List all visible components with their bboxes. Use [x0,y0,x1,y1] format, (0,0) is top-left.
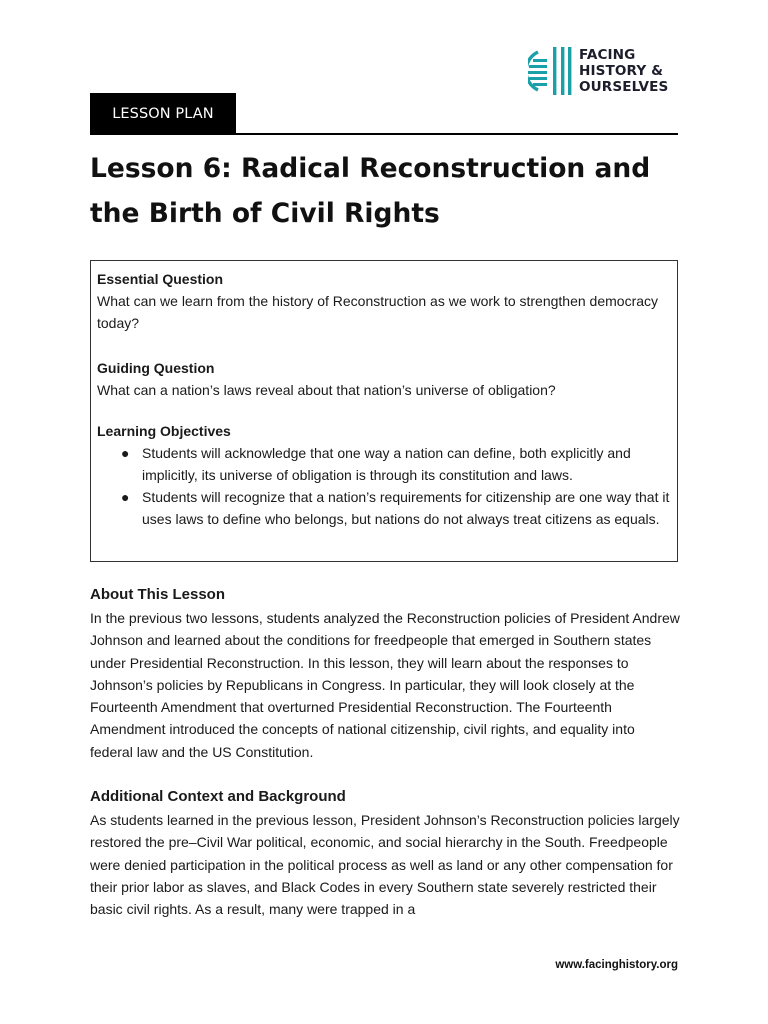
list-item [97,442,671,486]
logo-wordmark [579,47,668,95]
essential-question-text: What can we learn from the history of Reconstruction as we work to strengthen democracy today? [97,293,659,331]
context-text: As students learned in the previous lesson, President Johnson’s Reconstruction policies largely restored the pre–Civil War political, economic, and social hierarchy in the South. Freedpeople were denied participation in the political process as well as land or any other compensation for their prior labor as slaves, and Black Codes in every Southern state severely restricted their basic civil rights. As a result, many were trapped in a [90,812,680,918]
logo-line-3: OURSELVES [579,79,669,95]
questions-box [90,260,678,562]
context-heading: Additional Context and Background [90,788,346,805]
objective-text: Students will recognize that a nation’s requirements for citizenship are one way that it uses laws to define who belongs, but nations do not always treat citizens as equals. [142,489,670,527]
essential-question-heading: Essential Question [97,271,224,287]
page-title: Lesson 6: Radical Reconstruction and the Birth of Civil Rights [90,153,651,229]
guiding-question-text: What can a nation’s laws reveal about that nation’s universe of obligation? [97,382,556,398]
about-section [90,584,680,763]
bullet-icon: ● [121,445,130,461]
list-item [97,486,671,530]
logo-mark-icon [528,46,572,96]
logo-line-2: HISTORY & [579,63,664,79]
footer-website-link[interactable]: www.facinghistory.org [555,959,678,971]
bullet-icon: ● [121,489,130,505]
logo-line-1: FACING [579,47,636,63]
learning-objectives-heading: Learning Objectives [97,423,231,439]
guiding-question-heading: Guiding Question [97,360,215,376]
context-section [90,786,680,920]
header-rule [90,133,678,135]
objective-text: Students will acknowledge that one way a nation can define, both explicitly and implicitly, its universe of obligation is through its constitution and laws. [142,445,631,483]
learning-objectives-list [97,442,671,530]
facing-history-logo[interactable] [528,46,668,96]
about-heading: About This Lesson [90,586,225,603]
about-text: In the previous two lessons, students analyzed the Reconstruction policies of President Andrew Johnson and learned about the conditions for freedpeople that emerged in Southern states under Presidential Reconstruction. In this lesson, they will learn about the responses to Johnson’s policies by Republicans in Congress. In particular, they will look closely at the Fourteenth Amendment that overturned Presidential Reconstruction. The Fourteenth Amendment introduced the concepts of national citizenship, civil rights, and equality into federal law and the US Constitution. [90,610,680,760]
lesson-plan-tag: LESSON PLAN [90,93,236,134]
